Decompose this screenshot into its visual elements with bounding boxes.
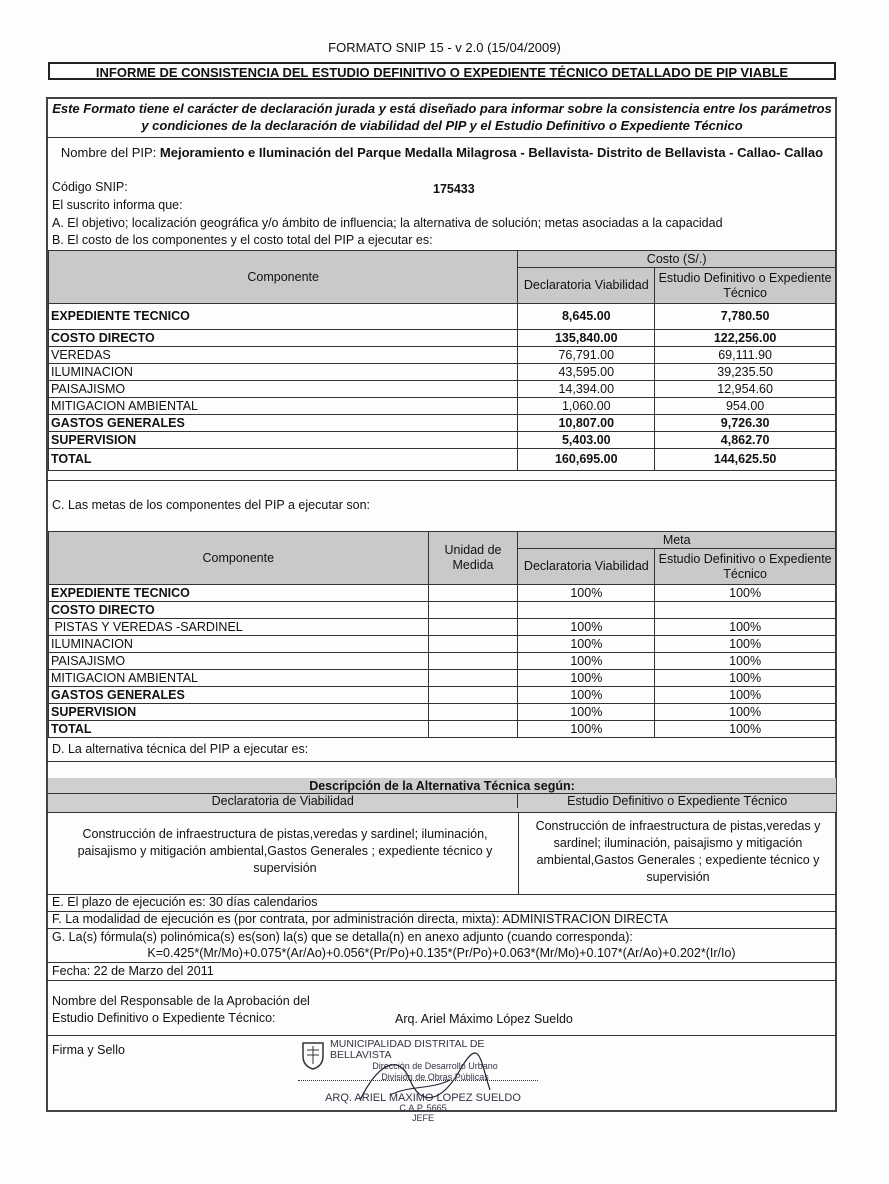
- costs-header-decl: Declaratoria Viabilidad: [518, 268, 655, 304]
- costs-row-decl: 160,695.00: [518, 449, 655, 471]
- costs-header-componente: Componente: [49, 251, 518, 304]
- form-title: FORMATO SNIP 15 - v 2.0 (15/04/2009): [328, 40, 561, 55]
- item-c: C. Las metas de los componentes del PIP a ejecutar son:: [52, 498, 371, 512]
- divider: [46, 1035, 837, 1036]
- metas-row-component: PAISAJISMO: [49, 653, 429, 670]
- stamp-line: ARQ. ARIEL MAXIMO LOPEZ SUELDO: [325, 1092, 521, 1104]
- costs-row-est: 144,625.50: [655, 449, 836, 471]
- stamp-line: JEFE: [411, 1113, 434, 1123]
- divider: [46, 962, 837, 963]
- alternativa-title: Descripción de la Alternativa Técnica según:: [309, 779, 575, 793]
- alternativa-header-decl: Declaratoria de Viabilidad: [48, 794, 518, 808]
- metas-header-componente: Componente: [49, 532, 429, 585]
- costs-row-decl: 76,791.00: [518, 347, 655, 364]
- metas-header-decl: Declaratoria Viabilidad: [518, 549, 655, 585]
- costs-row-decl: 8,645.00: [518, 304, 655, 330]
- metas-row-component: GASTOS GENERALES: [49, 687, 429, 704]
- alternativa-header: [48, 778, 836, 812]
- divider: [518, 812, 519, 894]
- divider: [46, 928, 837, 929]
- metas-row-est: 100%: [655, 619, 836, 636]
- handwritten-signature: [350, 1050, 500, 1110]
- metas-row-decl: 100%: [518, 619, 655, 636]
- metas-row-component: PISTAS Y VEREDAS -SARDINEL: [49, 619, 429, 636]
- snip-label: Código SNIP:: [52, 180, 128, 194]
- costs-row-component: COSTO DIRECTO: [49, 330, 518, 347]
- metas-row-est: 100%: [655, 670, 836, 687]
- divider: [46, 980, 837, 981]
- municipal-seal-icon: [300, 1040, 326, 1070]
- costs-row-est: 9,726.30: [655, 415, 836, 432]
- item-g: G. La(s) fórmula(s) polinómica(s) es(son) la(s) que se detalla(n) en anexo adjunto (cuando corresponda):: [52, 930, 633, 944]
- costs-row-component: TOTAL: [49, 449, 518, 471]
- report-title: INFORME DE CONSISTENCIA DEL ESTUDIO DEFINITIVO O EXPEDIENTE TÉCNICO DETALLADO DE PIP VIABLE: [48, 62, 836, 80]
- metas-row-decl: 100%: [518, 670, 655, 687]
- costs-row-component: PAISAJISMO: [49, 381, 518, 398]
- alternativa-est-text: Construcción de infraestructura de pistas,veredas y sardinel; iluminación, paisajismo y mitigación ambiental,Gastos Generales ; expediente técnico y supervisión: [535, 819, 821, 884]
- costs-row-decl: 135,840.00: [518, 330, 655, 347]
- divider: [46, 480, 837, 481]
- costs-row-decl: 10,807.00: [518, 415, 655, 432]
- intro-text: Este Formato tiene el carácter de declaración jurada y está diseñado para informar sobre la consistencia entre los parámetros y condiciones de la declaración de viabilidad del PIP y el Estudio Definitivo o Expediente Técnico: [52, 101, 832, 133]
- metas-header-unidad: Unidad de Medida: [428, 532, 518, 585]
- metas-row-decl: [518, 602, 655, 619]
- costs-row-component: ILUMINACION: [49, 364, 518, 381]
- costs-row-est: 39,235.50: [655, 364, 836, 381]
- firma-label: Firma y Sello: [52, 1043, 125, 1057]
- costs-row-est: 4,862.70: [655, 432, 836, 449]
- formula: K=0.425*(Mr/Mo)+0.075*(Ar/Ao)+0.056*(Pr/Po)+0.135*(Pr/Po)+0.063*(Mr/Mo)+0.107*(Ar/Ao)+0.202*(Ir/Io): [147, 946, 736, 960]
- costs-row-est: 69,111.90: [655, 347, 836, 364]
- costs-row-decl: 43,595.00: [518, 364, 655, 381]
- metas-row-est: 100%: [655, 687, 836, 704]
- item-e: E. El plazo de ejecución es: 30 días calendarios: [52, 895, 318, 909]
- metas-row-est: 100%: [655, 585, 836, 602]
- fecha: Fecha: 22 de Marzo del 2011: [52, 964, 214, 978]
- metas-row-est: 100%: [655, 721, 836, 738]
- costs-row-component: SUPERVISION: [49, 432, 518, 449]
- alternativa-decl-text: Construcción de infraestructura de pistas,veredas y sardinel; iluminación, paisajismo y mitigación ambiental,Gastos Generales ; expediente técnico y supervisión: [77, 827, 493, 875]
- pip-name-block: [52, 144, 832, 161]
- costs-row-component: VEREDAS: [49, 347, 518, 364]
- metas-row-component: EXPEDIENTE TECNICO: [49, 585, 429, 602]
- metas-row-component: TOTAL: [49, 721, 429, 738]
- costs-row-decl: 14,394.00: [518, 381, 655, 398]
- metas-header-meta: Meta: [518, 532, 836, 549]
- item-b: B. El costo de los componentes y el costo total del PIP a ejecutar es:: [52, 233, 433, 247]
- divider: [46, 812, 837, 813]
- metas-row-component: MITIGACION AMBIENTAL: [49, 670, 429, 687]
- stamp-line: División de Obras Públicas: [381, 1072, 489, 1082]
- costs-header-est: Estudio Definitivo o Expediente Técnico: [655, 268, 836, 304]
- metas-row-decl: 100%: [518, 585, 655, 602]
- pip-label: Nombre del PIP:: [60, 145, 157, 160]
- item-f: F. La modalidad de ejecución es (por contrata, por administración directa, mixta): ADMINISTRACION DIRECTA: [52, 912, 668, 926]
- metas-table: [48, 531, 836, 738]
- item-a: A. El objetivo; localización geográfica y/o ámbito de influencia; la alternativa de solución; metas asociadas a la capacidad: [52, 216, 723, 230]
- metas-row-component: COSTO DIRECTO: [49, 602, 429, 619]
- divider: [46, 761, 837, 762]
- stamp-line: C.A.P. 5665: [399, 1103, 447, 1113]
- metas-row-est: 100%: [655, 653, 836, 670]
- metas-row-est: 100%: [655, 636, 836, 653]
- alternativa-header-est: Estudio Definitivo o Expediente Técnico: [567, 794, 788, 808]
- responsable-label-1: Nombre del Responsable de la Aprobación del: [52, 994, 310, 1008]
- costs-row-component: EXPEDIENTE TECNICO: [49, 304, 518, 330]
- metas-row-component: SUPERVISION: [49, 704, 429, 721]
- metas-row-decl: 100%: [518, 704, 655, 721]
- costs-row-component: MITIGACION AMBIENTAL: [49, 398, 518, 415]
- costs-row-decl: 5,403.00: [518, 432, 655, 449]
- costs-row-est: 954.00: [655, 398, 836, 415]
- costs-row-est: 122,256.00: [655, 330, 836, 347]
- costs-row-est: 7,780.50: [655, 304, 836, 330]
- metas-row-decl: 100%: [518, 653, 655, 670]
- stamp-line: Dirección de Desarrollo Urbano: [372, 1061, 498, 1071]
- metas-row-decl: 100%: [518, 721, 655, 738]
- costs-header-costo: Costo (S/.): [518, 251, 836, 268]
- responsable-label-2: Estudio Definitivo o Expediente Técnico:: [52, 1011, 276, 1025]
- item-d: D. La alternativa técnica del PIP a ejecutar es:: [52, 742, 309, 756]
- stamp-line: MUNICIPALIDAD DISTRITAL DE BELLAVISTA: [330, 1038, 485, 1061]
- costs-row-est: 12,954.60: [655, 381, 836, 398]
- metas-row-est: [655, 602, 836, 619]
- costs-row-component: GASTOS GENERALES: [49, 415, 518, 432]
- pip-name: Mejoramiento e Iluminación del Parque Medalla Milagrosa - Bellavista- Distrito de Bellavista - Callao- Callao: [159, 145, 824, 160]
- metas-row-est: 100%: [655, 704, 836, 721]
- metas-header-est: Estudio Definitivo o Expediente Técnico: [655, 549, 836, 585]
- responsable-name: Arq. Ariel Máximo López Sueldo: [395, 1012, 573, 1026]
- divider: [46, 137, 837, 138]
- costs-row-decl: 1,060.00: [518, 398, 655, 415]
- metas-row-decl: 100%: [518, 687, 655, 704]
- informa-text: El suscrito informa que:: [52, 198, 183, 212]
- metas-row-component: ILUMINACION: [49, 636, 429, 653]
- costs-table: [48, 250, 836, 471]
- metas-row-decl: 100%: [518, 636, 655, 653]
- snip-code: 175433: [433, 182, 475, 196]
